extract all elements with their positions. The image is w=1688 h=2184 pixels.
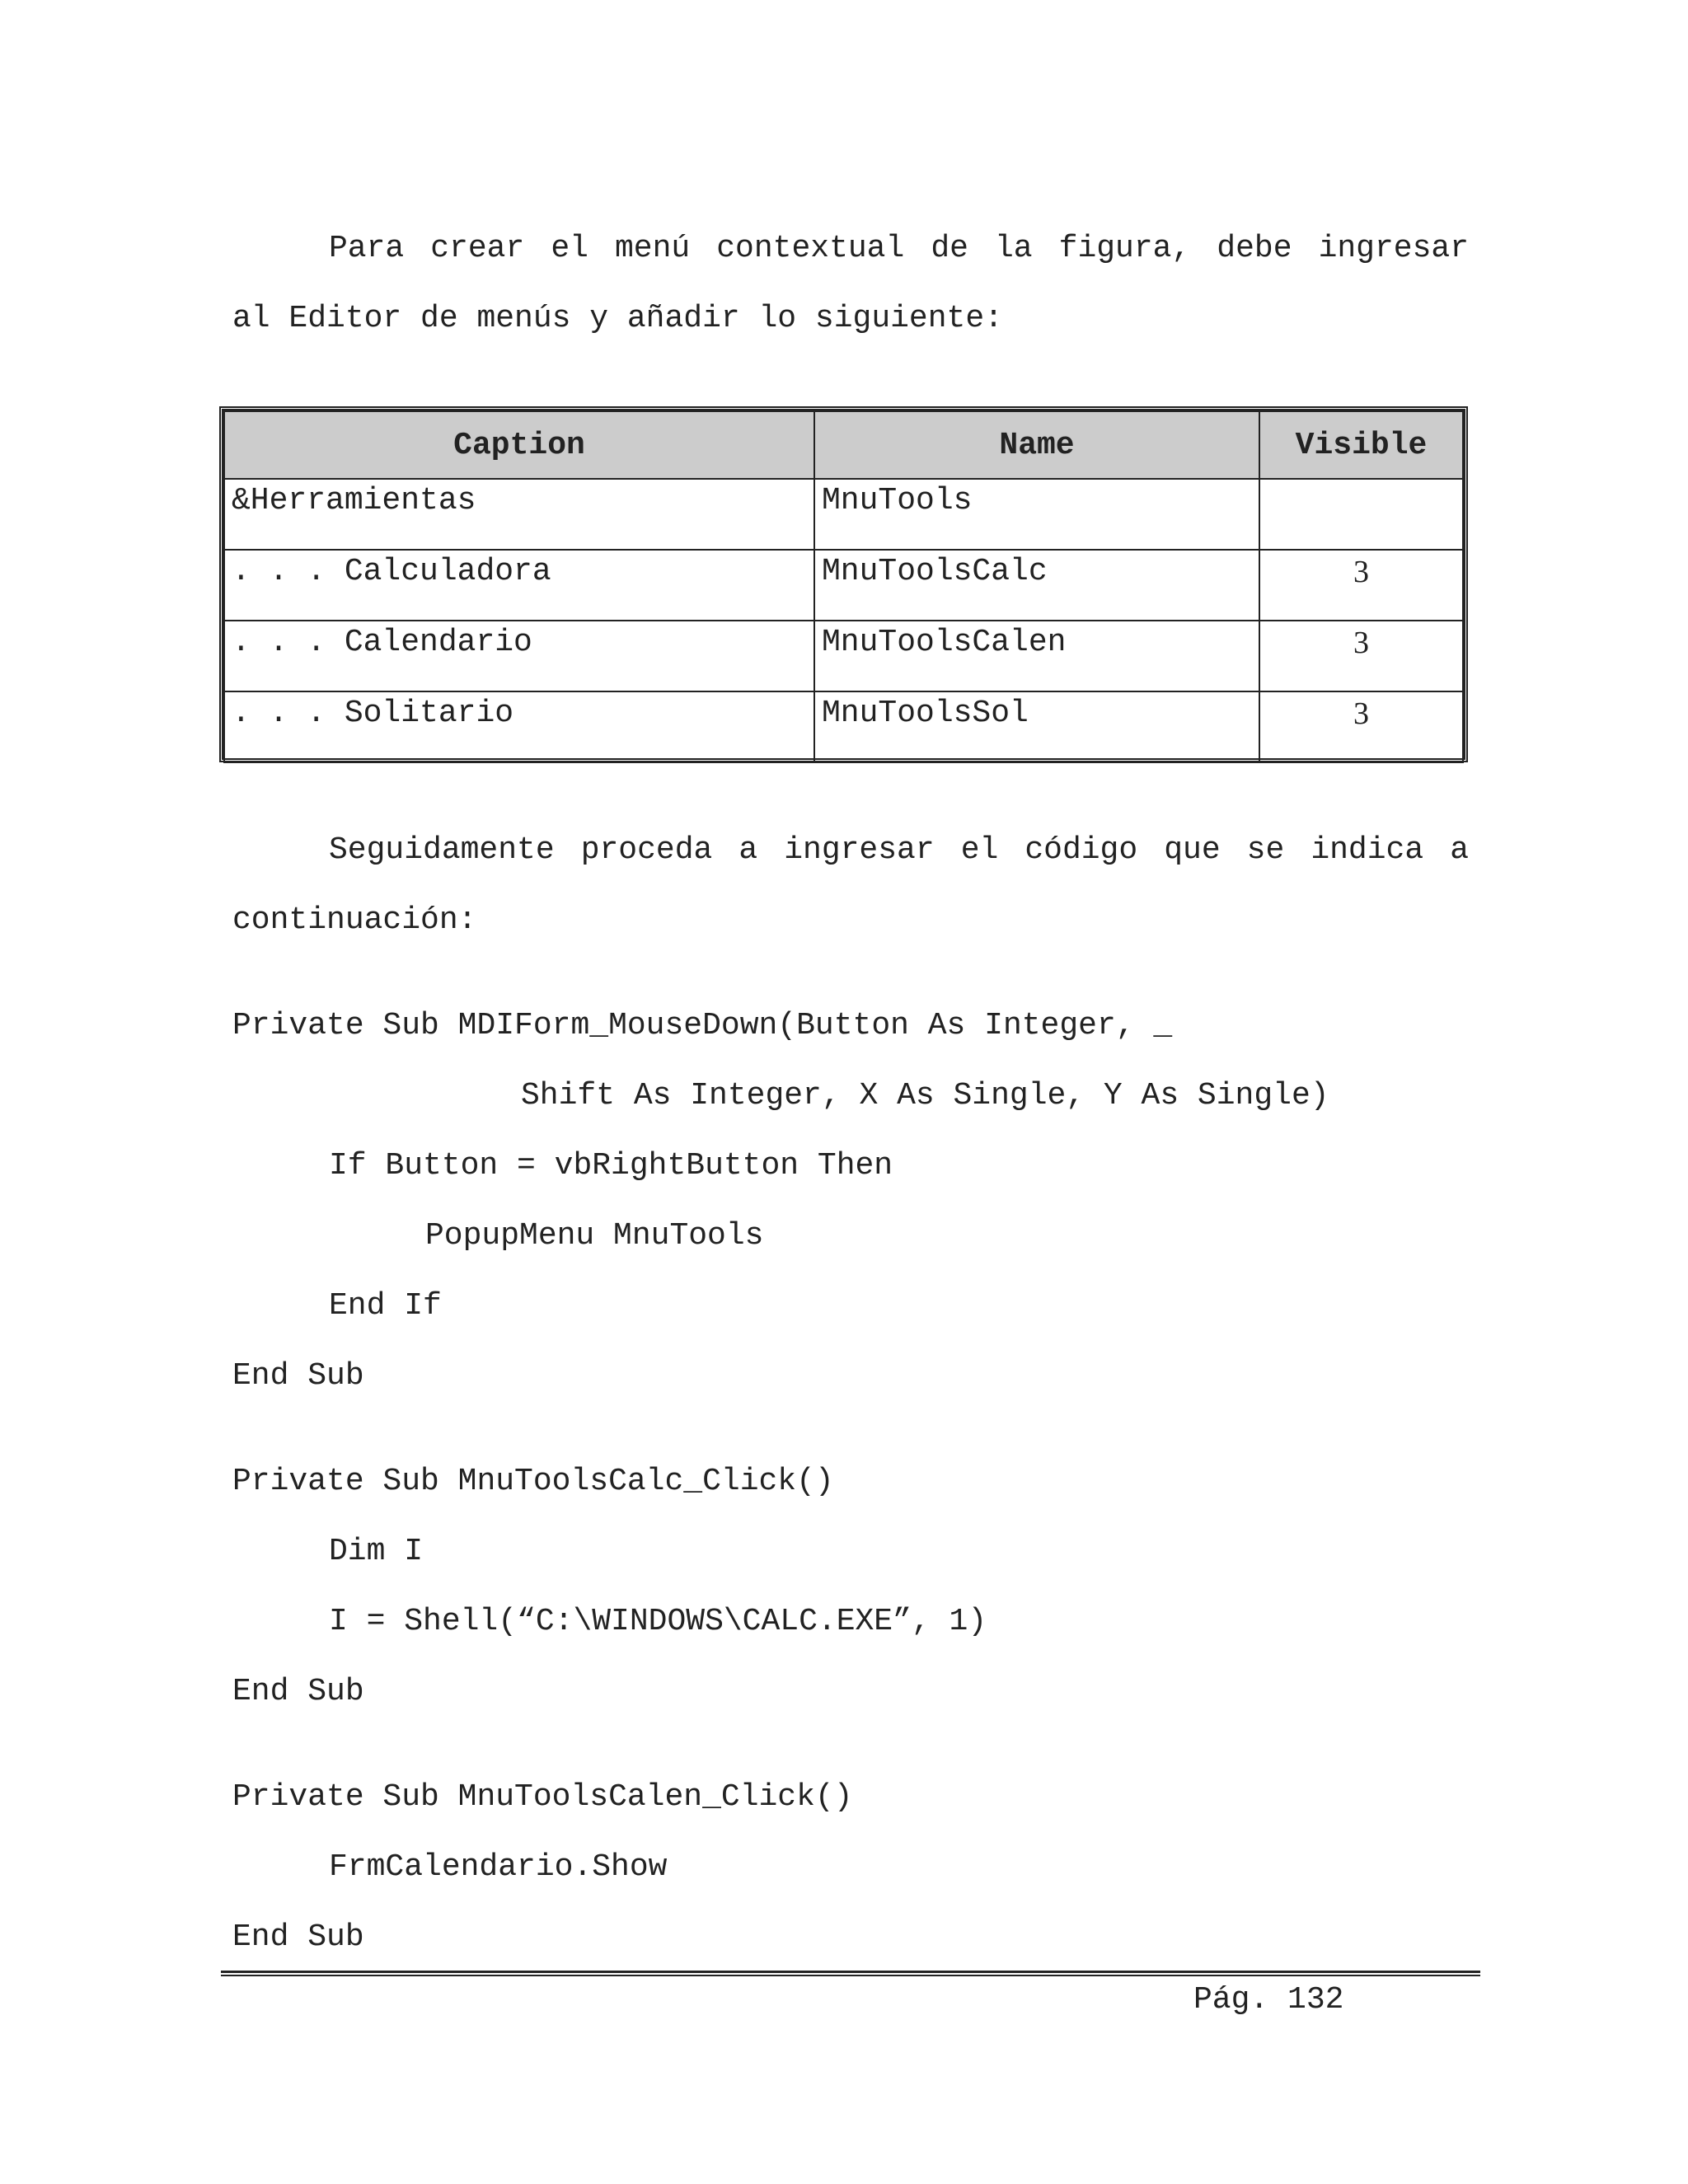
code-line: Dim I bbox=[329, 1534, 424, 1569]
code-line: Private Sub MnuToolsCalen_Click() bbox=[232, 1779, 853, 1815]
intro-line-2: al Editor de menús y añadir lo siguiente: bbox=[232, 301, 1003, 336]
cell-visible bbox=[1259, 479, 1463, 550]
intro-line-1: Para crear el menú contextual de la figura, debe ingresar bbox=[329, 231, 1469, 266]
table-row bbox=[224, 621, 1463, 691]
page-number: Pág. 132 bbox=[1193, 1982, 1344, 2018]
table-row bbox=[224, 479, 1463, 550]
code-line: If Button = vbRightButton Then bbox=[329, 1148, 893, 1183]
cell-name: MnuToolsCalen bbox=[814, 621, 1259, 691]
code-line: End Sub bbox=[232, 1358, 364, 1394]
code-line: FrmCalendario.Show bbox=[329, 1849, 668, 1885]
table-row bbox=[224, 550, 1463, 621]
header-name: Name bbox=[814, 411, 1259, 479]
code-line: PopupMenu MnuTools bbox=[425, 1218, 764, 1254]
footer-divider bbox=[221, 1971, 1480, 1976]
cell-name: MnuToolsSol bbox=[814, 691, 1259, 762]
code-line: Private Sub MnuToolsCalc_Click() bbox=[232, 1464, 834, 1499]
table-header-row bbox=[224, 411, 1463, 479]
header-caption: Caption bbox=[224, 411, 814, 479]
header-visible: Visible bbox=[1259, 411, 1463, 479]
cell-visible: 3 bbox=[1259, 550, 1463, 621]
code-line: End Sub bbox=[232, 1919, 364, 1955]
cell-caption: . . . Calculadora bbox=[224, 550, 814, 621]
cell-caption: . . . Solitario bbox=[224, 691, 814, 762]
table-row bbox=[224, 691, 1463, 762]
code-line: I = Shell(“C:\WINDOWS\CALC.EXE”, 1) bbox=[329, 1604, 987, 1639]
cell-visible: 3 bbox=[1259, 621, 1463, 691]
followup-line-2: continuación: bbox=[232, 902, 477, 938]
code-line: Shift As Integer, X As Single, Y As Single) bbox=[521, 1078, 1329, 1113]
cell-caption: &Herramientas bbox=[224, 479, 814, 550]
code-line: End Sub bbox=[232, 1674, 364, 1709]
cell-caption: . . . Calendario bbox=[224, 621, 814, 691]
code-line: Private Sub MDIForm_MouseDown(Button As Integer, _ bbox=[232, 1008, 1173, 1043]
cell-name: MnuToolsCalc bbox=[814, 550, 1259, 621]
menu-editor-table bbox=[219, 406, 1468, 762]
cell-visible: 3 bbox=[1259, 691, 1463, 762]
code-line: End If bbox=[329, 1288, 442, 1324]
followup-line-1: Seguidamente proceda a ingresar el código que se indica a bbox=[329, 832, 1469, 868]
cell-name: MnuTools bbox=[814, 479, 1259, 550]
